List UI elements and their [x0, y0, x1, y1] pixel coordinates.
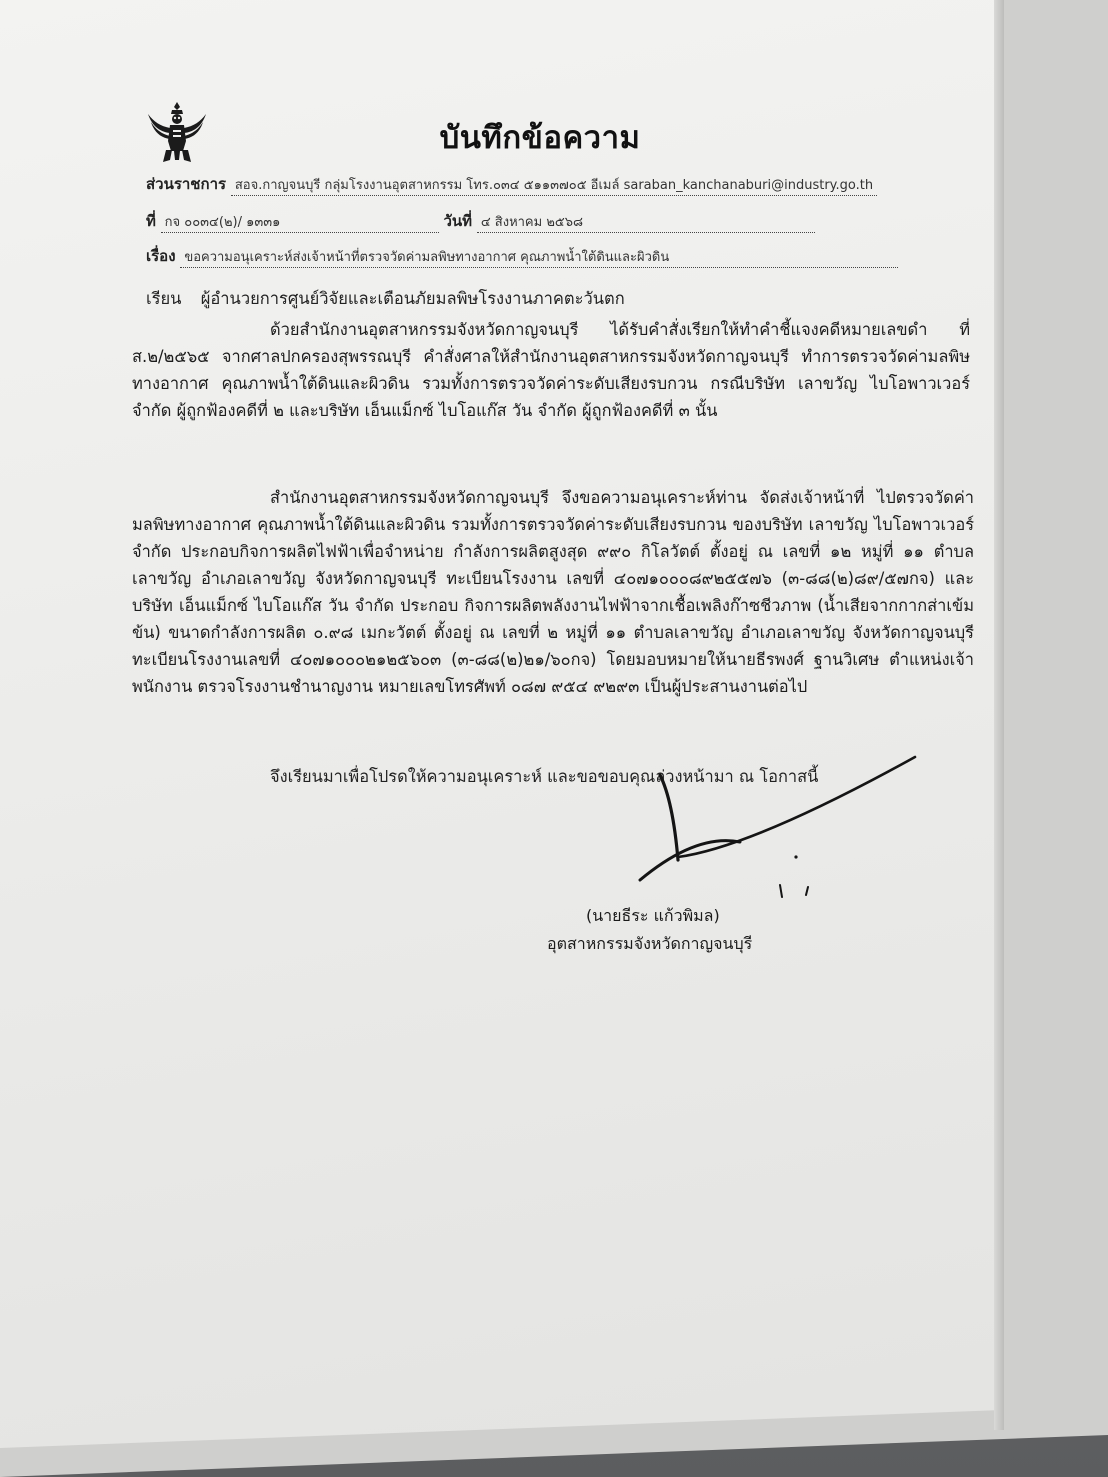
recipient-value: ผู้อำนวยการศูนย์วิจัยและเตือนภัยมลพิษโรงงานภาคตะวันตก: [200, 289, 625, 308]
date-value: ๔ สิงหาคม ๒๕๖๘: [477, 211, 815, 233]
agency-row: [146, 172, 877, 196]
body-paragraph-2: สำนักงานอุตสาหกรรมจังหวัดกาญจนบุรี จึงขอความอนุเคราะห์ท่าน จัดส่งเจ้าหน้าที่ ไปตรวจวัดค่ามลพิษทางอากาศ คุณภาพน้ำใต้ดินและผิวดิน รวมทั้งการตรวจวัดค่าระดับเสียงรบกวน ของบริษัท เลาขวัญ ไบโอพาวเวอร์ จำกัด ประกอบกิจการผลิตไฟฟ้าเพื่อจำหน่าย กำลังการผลิตสูงสุด ๙๙๐ กิโลวัตต์ ตั้งอยู่ ณ เลขที่ ๑๒ หมู่ที่ ๑๑ ตำบลเลาขวัญ อำเภอเลาขวัญ จังหวัดกาญจนบุรี ทะเบียนโรงงาน เลขที่ ๔๐๗๑๐๐๐๘๙๒๕๕๗๖ (๓-๘๘(๒)๘๙/๕๗กจ) และบริษัท เอ็นแม็กซ์ ไบโอแก๊ส วัน จำกัด ประกอบ กิจการผลิตพลังงานไฟฟ้าจากเชื้อเพลิงก๊าซชีวภาพ (น้ำเสียจากกากส่าเข้มข้น) ขนาดกำลังการผลิต ๐.๙๘ เมกะวัตต์ ตั้งอยู่ ณ เลขที่ ๒ หมู่ที่ ๑๑ ตำบลเลาขวัญ อำเภอเลาขวัญ จังหวัดกาญจนบุรี ทะเบียนโรงงานเลขที่ ๔๐๗๑๐๐๐๒๑๒๕๖๐๓ (๓-๘๘(๒)๒๑/๖๐กจ) โดยมอบหมายให้นายธีรพงศ์ ฐานวิเศษ ตำแหน่งเจ้าพนักงาน ตรวจโรงงานชำนาญงาน หมายเลขโทรศัพท์ ๐๘๗ ๙๕๔ ๙๒๙๓ เป็นผู้ประสานงานต่อไป: [132, 488, 974, 696]
reference-label: ที่: [146, 212, 156, 230]
date-label: วันที่: [443, 212, 473, 230]
subject-row: [146, 244, 898, 268]
reference-row: [146, 209, 815, 233]
subject-value: ขอความอนุเคราะห์ส่งเจ้าหน้าที่ตรวจวัดค่ามลพิษทางอากาศ คุณภาพน้ำใต้ดินและผิวดิน: [180, 246, 898, 268]
signer-position: อุตสาหกรรมจังหวัดกาญจนบุรี: [547, 934, 753, 953]
body-paragraph-1: ด้วยสำนักงานอุตสาหกรรมจังหวัดกาญจนบุรี ได้รับคำสั่งเรียกให้ทำคำชี้แจงคดีหมายเลขดำ ที่ ส.๒/๒๕๖๕ จากศาลปกครองสุพรรณบุรี คำสั่งศาลให้สำนักงานอุตสาหกรรมจังหวัดกาญจนบุรี ทำการตรวจวัดค่ามลพิษทางอากาศ คุณภาพน้ำใต้ดินและผิวดิน รวมทั้งการตรวจวัดค่าระดับเสียงรบกวน กรณีบริษัท เลาขวัญ ไบโอพาวเวอร์ จำกัด ผู้ถูกฟ้องคดีที่ ๒ และบริษัท เอ็นแม็กซ์ ไบโอแก๊ส วัน จำกัด ผู้ถูกฟ้องคดีที่ ๓ นั้น: [132, 320, 970, 420]
agency-value: สอจ.กาญจนบุรี กลุ่มโรงงานอุตสาหกรรม โทร.๐๓๔ ๕๑๑๓๗๐๕ อีเมล์ saraban_kanchanaburi@industry.go.th: [231, 174, 877, 196]
agency-label: ส่วนราชการ: [146, 175, 227, 193]
recipient-row: [146, 286, 625, 312]
signer-name: (นายธีระ แก้วพิมล): [586, 906, 720, 925]
recipient-label: เรียน: [146, 289, 182, 308]
reference-value: กจ ๐๐๓๔(๒)/ ๑๓๓๑: [161, 211, 439, 233]
handwritten-signature: [630, 745, 950, 915]
memo-title: บันทึกข้อความ: [439, 120, 641, 156]
closing-line: จึงเรียนมาเพื่อโปรดให้ความอนุเคราะห์ และขอขอบคุณล่วงหน้ามา ณ โอกาสนี้: [270, 767, 819, 786]
subject-label: เรื่อง: [146, 247, 176, 265]
